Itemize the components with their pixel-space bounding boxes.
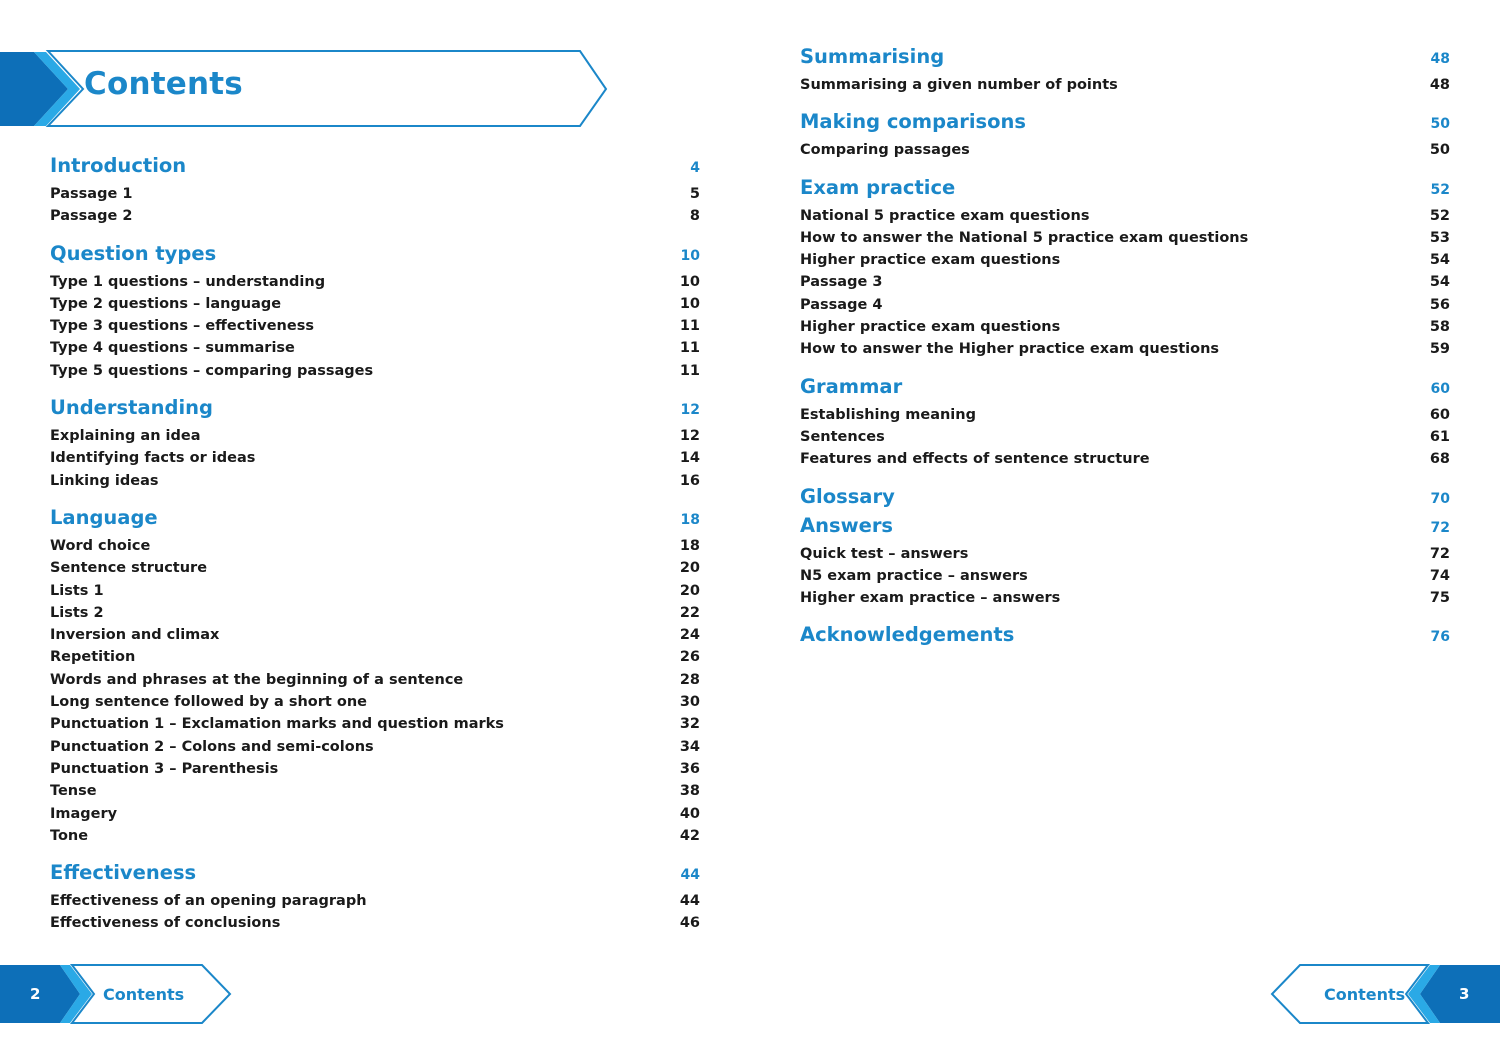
toc-section-title: Grammar <box>800 374 903 398</box>
toc-section <box>800 481 1450 510</box>
toc-entry-page: 75 <box>1429 590 1450 607</box>
toc-section-page: 10 <box>680 247 700 264</box>
toc-entry[interactable] <box>50 605 700 627</box>
toc-section-heading[interactable] <box>800 481 1450 510</box>
toc-section-title: Glossary <box>800 484 895 508</box>
toc-section <box>800 619 1450 648</box>
toc-entry[interactable] <box>50 296 700 318</box>
toc-entry[interactable] <box>50 672 700 694</box>
toc-section-heading[interactable] <box>800 172 1450 208</box>
toc-entry[interactable] <box>800 451 1450 473</box>
toc-entry[interactable] <box>50 186 700 208</box>
toc-entry-page: 22 <box>679 604 700 621</box>
toc-entry[interactable] <box>800 319 1450 341</box>
toc-entry[interactable] <box>800 407 1450 429</box>
toc-entry-label: Effectiveness of an opening paragraph <box>50 893 367 910</box>
toc-entry[interactable] <box>50 560 700 582</box>
footer-tab-left <box>0 963 234 1025</box>
toc-entry-page: 42 <box>679 827 700 844</box>
toc-section-page: 50 <box>1430 116 1450 133</box>
toc-entry[interactable] <box>50 783 700 805</box>
toc-section-page: 44 <box>680 867 700 884</box>
toc-entry-page: 72 <box>1429 545 1450 562</box>
toc-entry-page: 24 <box>679 627 700 644</box>
toc-entry[interactable] <box>800 590 1450 612</box>
toc-entry-label: Sentences <box>800 428 885 445</box>
toc-section-title: Language <box>50 505 158 529</box>
toc-section-page: 52 <box>1430 181 1450 198</box>
toc-section-heading[interactable] <box>50 502 700 538</box>
toc-entry-label: Type 2 questions – language <box>50 295 282 312</box>
toc-section <box>50 150 700 238</box>
toc-entry-page: 36 <box>679 760 700 777</box>
toc-entry-label: Effectiveness of conclusions <box>50 915 281 932</box>
toc-entry-label: Lists 1 <box>50 582 104 599</box>
toc-entry-label: Higher practice exam questions <box>800 319 1061 336</box>
toc-entry[interactable] <box>50 318 700 340</box>
toc-entry-page: 10 <box>679 273 700 290</box>
toc-section-heading[interactable] <box>800 619 1450 648</box>
toc-entry-page: 34 <box>679 738 700 755</box>
page-title: Contents <box>84 66 243 102</box>
toc-entry-page: 58 <box>1429 319 1450 336</box>
toc-entry[interactable] <box>50 761 700 783</box>
toc-entry-page: 5 <box>689 186 700 202</box>
toc-section-page: 48 <box>1430 51 1450 67</box>
toc-entry-page: 20 <box>679 582 700 599</box>
toc-entry-page: 54 <box>1429 274 1450 291</box>
toc-entry-label: Passage 3 <box>800 274 883 291</box>
toc-entry-page: 11 <box>679 318 700 335</box>
toc-entry[interactable] <box>800 77 1450 99</box>
toc-entry[interactable] <box>800 274 1450 296</box>
toc-entry-page: 56 <box>1429 296 1450 313</box>
toc-entry-page: 8 <box>689 208 700 225</box>
toc-entry-label: Tense <box>50 783 97 800</box>
toc-section-heading[interactable] <box>50 857 700 893</box>
toc-entry-page: 52 <box>1429 207 1450 224</box>
toc-section-title: Making comparisons <box>800 110 1027 134</box>
toc-entry-label: N5 exam practice – answers <box>800 567 1028 584</box>
toc-right-column <box>800 41 1450 648</box>
toc-entry-label: Lists 2 <box>50 604 104 621</box>
toc-section-page: 60 <box>1430 380 1450 397</box>
toc-entry[interactable] <box>800 568 1450 590</box>
toc-section-heading[interactable] <box>50 150 700 186</box>
toc-entry[interactable] <box>50 694 700 716</box>
toc-section-heading[interactable] <box>50 238 700 274</box>
toc-section-heading[interactable] <box>800 106 1450 142</box>
toc-entry-page: 32 <box>679 716 700 733</box>
toc-entry[interactable] <box>50 538 700 560</box>
toc-entry-page: 46 <box>679 915 700 932</box>
toc-entry[interactable] <box>50 208 700 230</box>
footer-label-right: Contents <box>1324 985 1406 1004</box>
toc-section <box>50 392 700 502</box>
toc-entry-label: Quick test – answers <box>800 545 969 562</box>
toc-section-heading[interactable] <box>800 41 1450 77</box>
toc-section <box>800 172 1450 371</box>
toc-entry-label: Passage 2 <box>50 208 133 225</box>
toc-entry-page: 68 <box>1429 451 1450 468</box>
toc-entry-label: Words and phrases at the beginning of a sentence <box>50 671 464 688</box>
toc-entry-label: How to answer the National 5 practice exam questions <box>800 229 1249 246</box>
toc-entry-page: 59 <box>1429 341 1450 358</box>
toc-entry-label: Passage 1 <box>50 186 133 202</box>
toc-entry-label: How to answer the Higher practice exam questions <box>800 341 1220 358</box>
toc-entry-page: 28 <box>679 671 700 688</box>
toc-section-page: 72 <box>1430 519 1450 536</box>
toc-entry-label: Establishing meaning <box>800 406 976 423</box>
page-number-right: 3 <box>1459 985 1470 1003</box>
toc-section-page: 70 <box>1430 490 1450 507</box>
toc-section-title: Introduction <box>50 154 187 177</box>
toc-section <box>800 41 1450 106</box>
toc-entry-label: Punctuation 1 – Exclamation marks and question marks <box>50 716 504 733</box>
toc-entry-label: Word choice <box>50 537 151 554</box>
toc-section-page: 76 <box>1430 629 1450 646</box>
toc-entry[interactable] <box>50 274 700 296</box>
toc-entry-label: Punctuation 2 – Colons and semi-colons <box>50 738 374 755</box>
toc-entry[interactable] <box>50 828 700 850</box>
toc-entry-page: 16 <box>679 472 700 489</box>
toc-entry[interactable] <box>50 363 700 385</box>
toc-entry[interactable] <box>800 341 1450 363</box>
toc-entry-page: 11 <box>679 340 700 357</box>
toc-entry-page: 38 <box>679 783 700 800</box>
toc-section-title: Effectiveness <box>50 861 197 885</box>
toc-entry-page: 60 <box>1429 406 1450 423</box>
toc-entry-label: Inversion and climax <box>50 627 220 644</box>
toc-section-title: Summarising <box>800 45 945 68</box>
toc-entry-page: 40 <box>679 805 700 822</box>
toc-entry-page: 53 <box>1429 229 1450 246</box>
page-number-left: 2 <box>30 985 41 1003</box>
toc-entry[interactable] <box>800 230 1450 252</box>
toc-entry-page: 44 <box>679 893 700 910</box>
toc-entry-page: 26 <box>679 649 700 666</box>
toc-entry-label: Punctuation 3 – Parenthesis <box>50 760 279 777</box>
toc-entry-page: 20 <box>679 560 700 577</box>
toc-entry[interactable] <box>50 583 700 605</box>
toc-entry-page: 30 <box>679 694 700 711</box>
toc-entry-label: Tone <box>50 827 89 844</box>
toc-entry-page: 10 <box>679 295 700 312</box>
toc-entry[interactable] <box>800 297 1450 319</box>
toc-section <box>50 238 700 392</box>
toc-entry-label: National 5 practice exam questions <box>800 207 1090 224</box>
toc-section <box>50 857 700 945</box>
toc-section-title: Understanding <box>50 396 213 420</box>
toc-entry-label: Sentence structure <box>50 560 208 577</box>
toc-entry[interactable] <box>50 340 700 362</box>
toc-entry[interactable] <box>50 428 700 450</box>
toc-entry-label: Type 3 questions – effectiveness <box>50 318 314 335</box>
toc-entry-label: Imagery <box>50 805 118 822</box>
footer-label-left: Contents <box>103 985 185 1004</box>
toc-entry-page: 50 <box>1429 142 1450 159</box>
toc-entry-label: Explaining an idea <box>50 428 201 445</box>
toc-left-column <box>50 150 700 945</box>
toc-entry-page: 18 <box>679 537 700 554</box>
toc-section <box>800 106 1450 171</box>
toc-entry[interactable] <box>50 450 700 472</box>
toc-entry-label: Type 5 questions – comparing passages <box>50 362 374 379</box>
toc-entry-label: Identifying facts or ideas <box>50 450 256 467</box>
toc-section <box>800 371 1450 481</box>
toc-section-title: Acknowledgements <box>800 623 1015 647</box>
toc-entry-page: 11 <box>679 362 700 379</box>
toc-section-title: Answers <box>800 513 894 537</box>
toc-entry-page: 48 <box>1429 77 1450 93</box>
toc-entry[interactable] <box>50 649 700 671</box>
toc-section <box>800 510 1450 620</box>
toc-entry[interactable] <box>50 806 700 828</box>
toc-entry-label: Summarising a given number of points <box>800 77 1118 93</box>
toc-entry-page: 12 <box>679 428 700 445</box>
toc-entry-page: 14 <box>679 450 700 467</box>
toc-entry[interactable] <box>50 473 700 495</box>
toc-section-heading[interactable] <box>800 371 1450 407</box>
toc-section-heading[interactable] <box>50 392 700 428</box>
toc-entry-page: 54 <box>1429 252 1450 269</box>
toc-entry[interactable] <box>800 546 1450 568</box>
toc-entry[interactable] <box>50 739 700 761</box>
toc-entry-page: 74 <box>1429 567 1450 584</box>
footer-tab-right <box>1268 963 1500 1025</box>
toc-entry-label: Features and effects of sentence structure <box>800 451 1150 468</box>
toc-entry[interactable] <box>50 627 700 649</box>
toc-section-title: Question types <box>50 241 217 265</box>
toc-entry-label: Passage 4 <box>800 296 883 313</box>
toc-section <box>50 502 700 857</box>
toc-entry[interactable] <box>50 915 700 937</box>
toc-entry-label: Linking ideas <box>50 472 159 489</box>
toc-entry[interactable] <box>50 893 700 915</box>
toc-entry-label: Higher exam practice – answers <box>800 590 1061 607</box>
toc-entry[interactable] <box>800 208 1450 230</box>
toc-entry-label: Long sentence followed by a short one <box>50 694 368 711</box>
toc-section-page: 18 <box>680 511 700 528</box>
toc-entry-label: Type 4 questions – summarise <box>50 340 295 357</box>
toc-entry-label: Repetition <box>50 649 136 666</box>
toc-section-title: Exam practice <box>800 175 956 199</box>
toc-section-page: 4 <box>690 160 700 176</box>
toc-entry[interactable] <box>800 429 1450 451</box>
toc-entry-label: Type 1 questions – understanding <box>50 273 326 290</box>
toc-entry-label: Comparing passages <box>800 142 970 159</box>
toc-entry[interactable] <box>50 716 700 738</box>
toc-section-heading[interactable] <box>800 510 1450 546</box>
toc-entry-label: Higher practice exam questions <box>800 252 1061 269</box>
toc-entry[interactable] <box>800 142 1450 164</box>
toc-section-page: 12 <box>680 402 700 419</box>
toc-entry-page: 61 <box>1429 428 1450 445</box>
toc-entry[interactable] <box>800 252 1450 274</box>
